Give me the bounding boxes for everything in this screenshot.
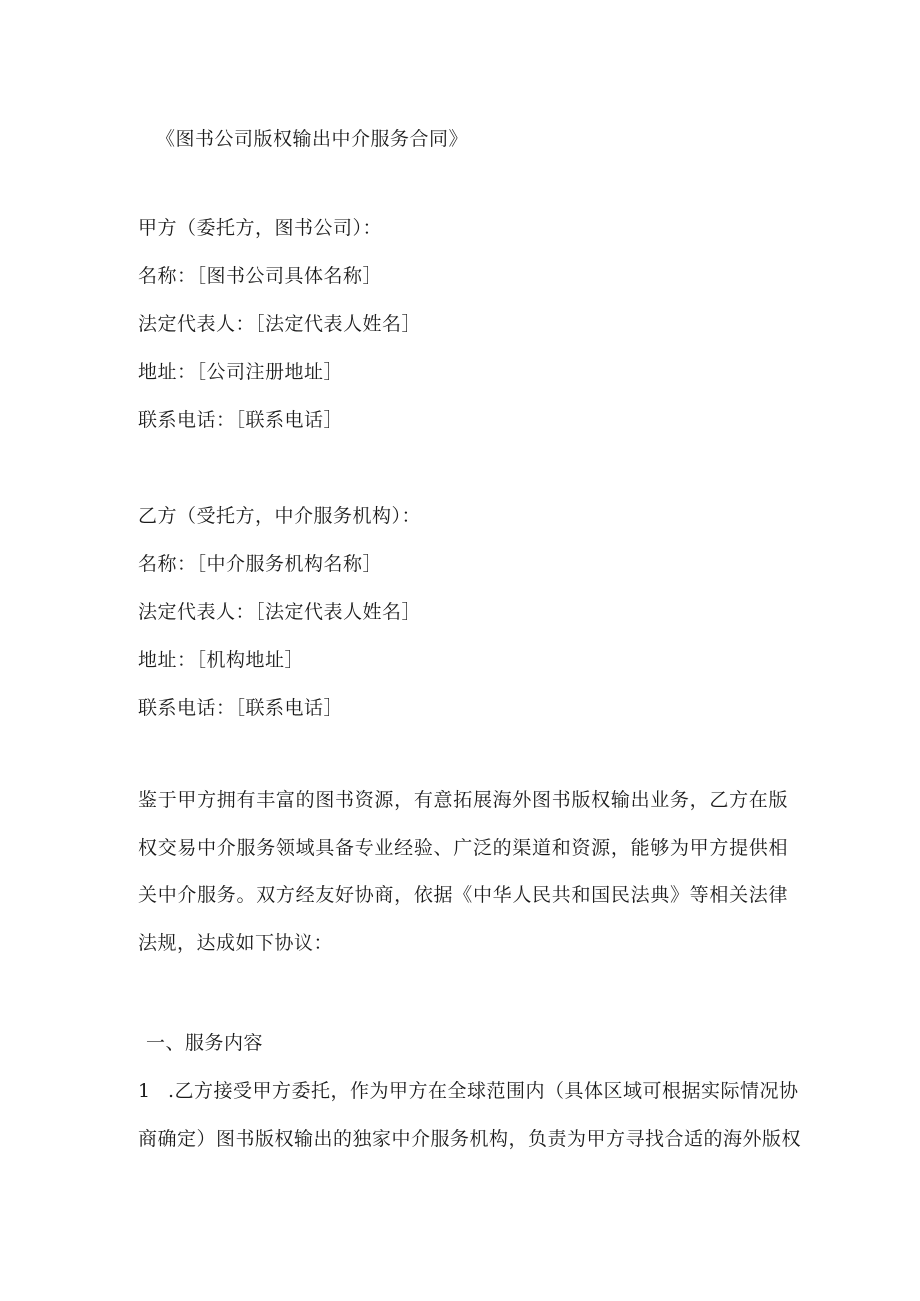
party-b-representative: 法定代表人：［法定代表人姓名］ <box>138 601 422 623</box>
contract-title: 《图书公司版权输出中介服务合同》 <box>156 128 469 150</box>
clause-1-line-1 <box>138 1079 799 1103</box>
party-a-heading: 甲方（委托方，图书公司）： <box>138 217 383 239</box>
party-a-phone: 联系电话：［联系电话］ <box>138 409 344 431</box>
clause-number: 1 <box>138 1080 151 1102</box>
preamble-paragraph: 鉴于甲方拥有丰富的图书资源，有意拓展海外图书版权输出业务，乙方在版权交易中介服务领域具备专业经验、广泛的渠道和资源，能够为甲方提供相关中介服务。双方经友好协商，依据《中华人民共和国民法典》等相关法律法规，达成如下协议： <box>138 789 788 954</box>
section-heading-service-content: 一、服务内容 <box>146 1032 264 1054</box>
party-b-address: 地址：［机构地址］ <box>138 649 305 671</box>
party-a-address: 地址：［公司注册地址］ <box>138 361 344 383</box>
clause-1-text: .乙方接受甲方委托，作为甲方在全球范围内（具体区域可根据实际情况协 <box>168 1080 799 1102</box>
party-b-heading: 乙方（受托方，中介服务机构）： <box>138 505 422 527</box>
party-b-name: 名称：［中介服务机构名称］ <box>138 553 383 575</box>
party-a-representative: 法定代表人：［法定代表人姓名］ <box>138 313 422 335</box>
party-b-phone: 联系电话：［联系电话］ <box>138 697 344 719</box>
clause-1-line-2: 商确定）图书版权输出的独家中介服务机构，负责为甲方寻找合适的海外版权 <box>138 1128 802 1150</box>
party-a-name: 名称：［图书公司具体名称］ <box>138 265 383 287</box>
